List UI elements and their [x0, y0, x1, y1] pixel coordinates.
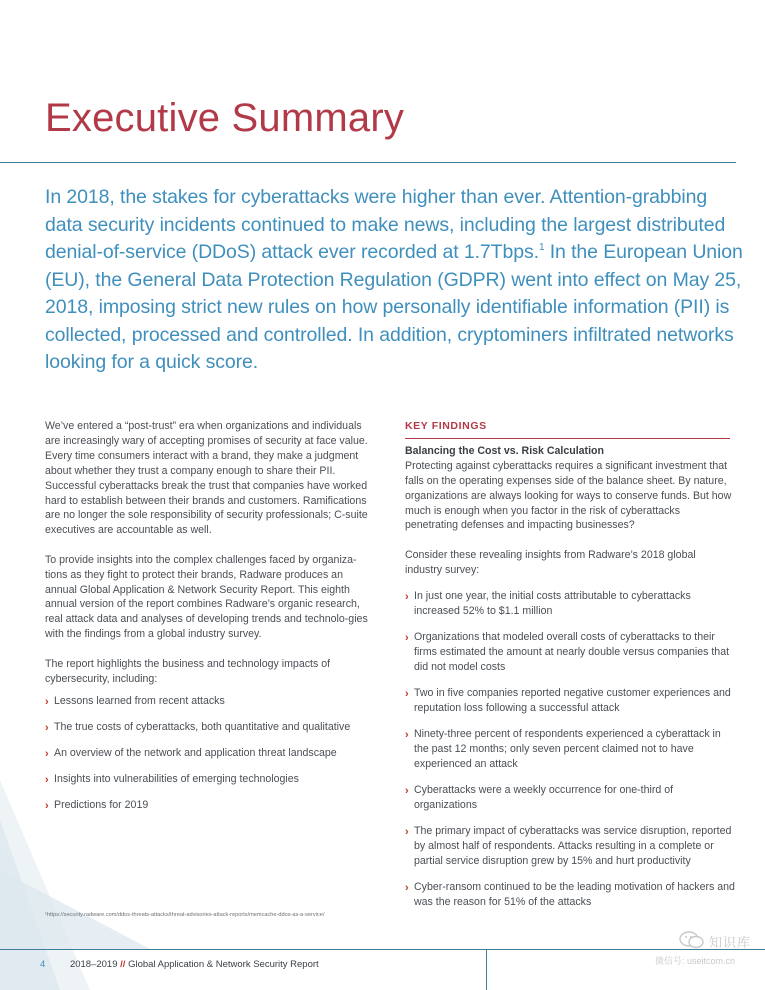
chevron-right-icon: › [405, 881, 409, 894]
left-paragraph: We’ve entered a “post-trust” era when organizations and individuals are increasingly wary of accepting promises of security at face value. Every time consumers interact with a brand, they make a judgment about whether they trust a company enough to share their PII. Successful cyberattacks break the trust that companies have worked hard to establish between their brands and customers. Ramifications are no longer the sole responsibility of security professionals; C-suite executives are accountable as well. [45, 420, 368, 537]
list-item [405, 880, 735, 910]
chevron-right-icon: › [405, 825, 409, 838]
chevron-right-icon: › [405, 688, 409, 701]
key-findings-column [405, 419, 735, 921]
list-item [45, 720, 375, 735]
chevron-right-icon: › [45, 800, 49, 813]
key-findings-subheading: Balancing the Cost vs. Risk Calculation [405, 444, 604, 457]
list-item [405, 783, 735, 813]
list-item [45, 772, 375, 787]
lead-part-2: In the European Union (EU), the General Data Protection Regulation (GDPR) went into effect on May 25, 2018, imposing strict new rules on how personally identifiable information (PII) is collected, processed and controlled. In addition, cryptominers infiltrated networks looking for a quick score. [45, 241, 743, 373]
list-item [405, 824, 735, 869]
list-item-text: Cyber-ransom continued to be the leading motivation of hackers and was the reason for 51% of the attacks [414, 880, 735, 908]
list-item [405, 727, 735, 772]
chevron-right-icon: › [405, 729, 409, 742]
list-item [405, 686, 735, 716]
lead-part-1: In 2018, the stakes for cyberattacks were higher than ever. Attention-grabbing data security incidents continued to make news, including the largest distributed denial-of-service (DDoS) attack ever recorded at 1.7Tbps. [45, 186, 726, 263]
list-item-text: Two in five companies reported negative customer experiences and reputation loss following a successful attack [414, 687, 731, 714]
page-footer [40, 959, 319, 970]
left-paragraph: To provide insights into the complex challenges faced by organiza-tions as they fight to protect their brands, Radware produces an annual Global Application & Network Security Report. This eighth annual version of the report combines Radware’s organic research, real attack data and analyses of developing trends and technolo-gies with the findings from a global industry survey. [45, 553, 368, 641]
watermark-brand: 知识库 [709, 935, 752, 950]
footnote: ¹https://security.radware.com/ddos-threats-attacks/threat-advisories-attack-reports/memcache-ddos-as-a-service/ [45, 912, 325, 918]
list-item [405, 630, 735, 675]
lead-paragraph [45, 184, 745, 377]
chevron-right-icon: › [45, 696, 49, 708]
list-item-text: Organizations that modeled overall costs of cyberattacks to their firms estimated the amount at nearly double versus companies that did not model costs [414, 631, 730, 673]
page-number: 4 [40, 959, 46, 970]
chevron-right-icon: › [45, 748, 49, 761]
chevron-right-icon: › [45, 774, 49, 787]
right-paragraph: Consider these revealing insights from Radware’s 2018 global industry survey: [405, 548, 696, 576]
left-column [45, 419, 375, 824]
list-item-text: The primary impact of cyberattacks was service disruption, reported by almost half of respondents. Attacks resulting in a complete or partial service disruption grew by 15% and hurt productivity [414, 824, 732, 867]
chevron-right-icon: › [405, 632, 409, 645]
list-item [405, 589, 735, 619]
chat-bubble-icon [679, 930, 705, 950]
watermark-account: 微信号: useitcom.cn [655, 956, 736, 966]
footer-years: 2018–2019 [69, 959, 118, 970]
list-item-text: Cyberattacks were a weekly occurrence for one-third of organizations [414, 783, 674, 811]
footer-report-title: Global Application & Network Security Report [128, 959, 319, 970]
page-title: Executive Summary [45, 96, 405, 140]
left-bullet-list [45, 694, 375, 813]
watermark [655, 930, 765, 970]
title-divider [0, 162, 736, 163]
right-paragraph: Protecting against cyberattacks requires a significant investment that falls on the operating expenses side of the balance sheet. By nature, organizations are always looking for ways to conserve funds. But how much is enough when you factor in the risk of cyberattacks penetrating defenses and impacting businesses? [405, 459, 732, 532]
left-paragraph: The report highlights the business and technology impacts of cybersecurity, including: [45, 657, 331, 685]
key-findings-divider [405, 438, 730, 439]
chevron-right-icon: › [45, 722, 49, 735]
list-item-text: Insights into vulnerabilities of emerging technologies [54, 773, 299, 786]
list-item [45, 746, 375, 761]
key-findings-list [405, 589, 735, 910]
list-item-text: Lessons learned from recent attacks [54, 695, 225, 707]
key-findings-heading: KEY FINDINGS [405, 420, 487, 432]
footer-separator: // [120, 959, 126, 970]
list-item-text: In just one year, the initial costs attributable to cyberattacks increased 52% to $1.1 million [414, 590, 691, 618]
chevron-right-icon: › [405, 591, 409, 604]
lead-footnote-ref: 1 [538, 242, 545, 253]
list-item-text: Predictions for 2019 [54, 799, 149, 812]
footer-divider [0, 949, 765, 950]
list-item-text: The true costs of cyberattacks, both quantitative and qualitative [54, 721, 351, 734]
list-item [45, 798, 375, 813]
list-item-text: An overview of the network and application threat landscape [54, 747, 337, 760]
footer-vertical-divider [486, 949, 487, 990]
chevron-right-icon: › [405, 784, 409, 797]
list-item [45, 694, 375, 709]
list-item-text: Ninety-three percent of respondents experienced a cyberattack in the past 12 months; only seven percent claimed not to have experienced an attack [414, 728, 721, 770]
